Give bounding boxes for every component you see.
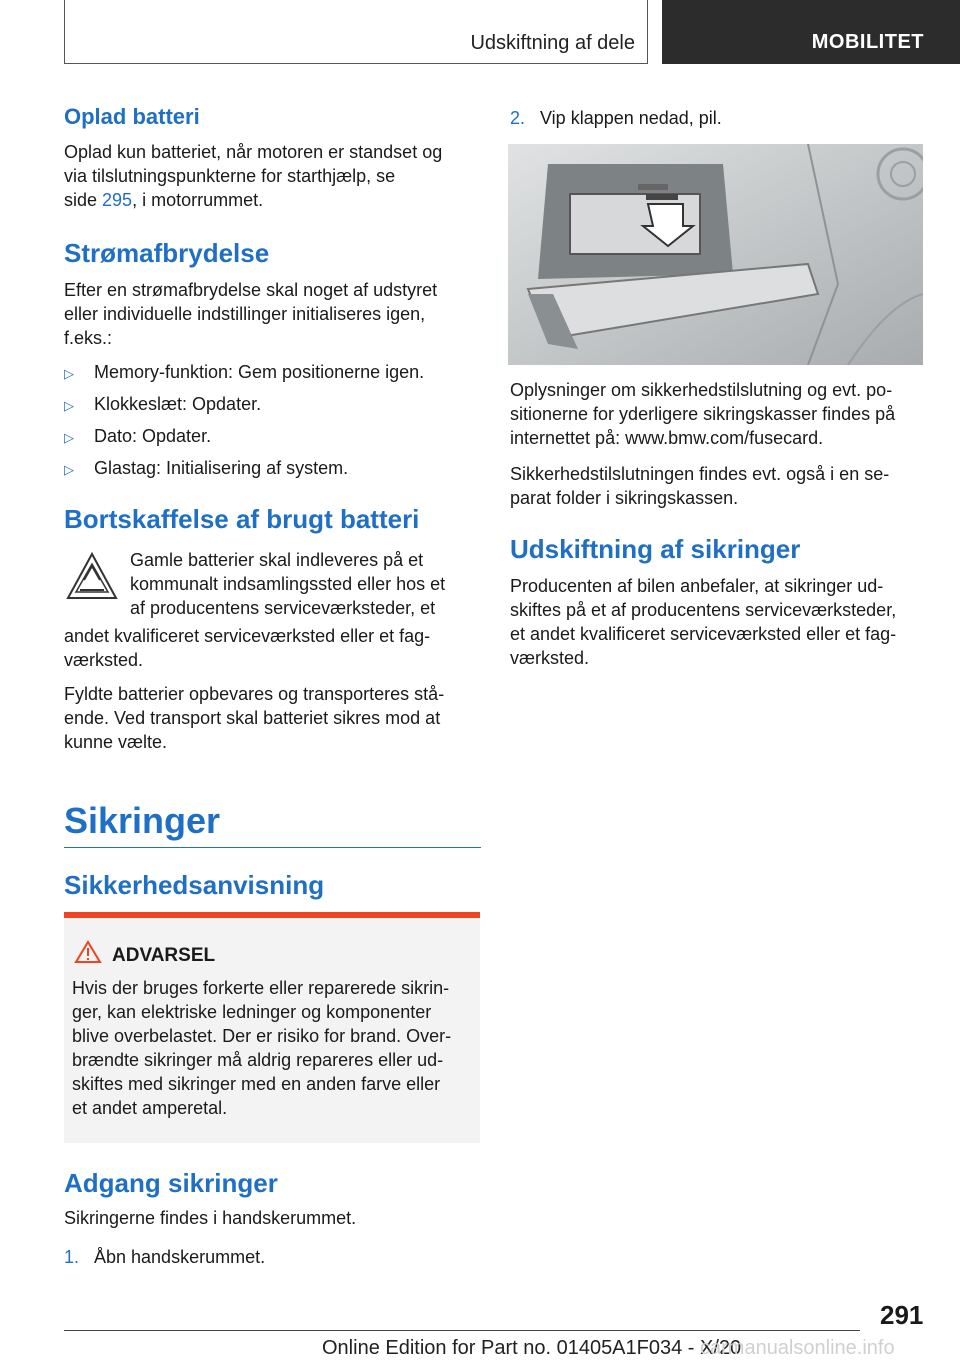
paragraph-oplad: Oplad kun batteriet, når motoren er standset og via tilslutningspunkterne for starthjælp, se side 295, i motorrummet.	[64, 142, 443, 210]
step-number: 1.	[64, 1247, 80, 1267]
paragraph-adgang: Sikringerne findes i handskerummet.	[64, 1208, 357, 1228]
heading-adgang-sikringer: Adgang sikringer	[64, 1168, 278, 1198]
warning-title: ADVARSEL	[112, 945, 216, 966]
step-1: 1. Åbn handskerummet.	[64, 1247, 266, 1267]
page-link-295[interactable]: 295	[102, 190, 133, 210]
bullet-item: ▷ Klokkeslæt: Opdater.	[64, 392, 482, 418]
step-number: 2.	[510, 108, 526, 128]
triangle-bullet-icon: ▷	[64, 462, 74, 477]
heading-udskiftning-sikringer: Udskiftning af sikringer	[510, 534, 801, 564]
footer-edition: Online Edition for Part no. 01405A1F034 - X/20	[322, 1337, 742, 1359]
recycling-icon	[64, 550, 120, 604]
step-2: 2. Vip klappen nedad, pil.	[510, 108, 722, 128]
paragraph-udskiftning: Producenten af bilen anbefaler, at sikringer ud- skiftes på et af producentens serviceværksteder, et andet kvalificeret serviceværksted eller et fag- værksted.	[510, 576, 897, 668]
paragraph-oplysninger: Oplysninger om sikkerhedstilslutning og evt. po- sitionerne for yderligere sikringskasser findes på internettet på: www.bmw.com/fusecard.	[510, 380, 896, 448]
footer-watermark: carmanualsonline.info	[700, 1337, 895, 1359]
heading-sikkerhedsanvisning: Sikkerhedsanvisning	[64, 870, 325, 900]
paragraph-bortskaffelse-cont: andet kvalificeret serviceværksted eller et fag- værksted.	[64, 626, 431, 670]
heading-stromafbrydelse: Strømafbrydelse	[64, 238, 270, 268]
glovebox-photo	[508, 144, 923, 365]
paragraph-sikkerhedstilslutning: Sikkerhedstilslutningen findes evt. også i en se- parat folder i sikringskassen.	[510, 464, 890, 508]
bullet-item: ▷ Glastag: Initialisering af system.	[64, 456, 482, 482]
page-number: 291	[880, 1300, 924, 1330]
heading-divider	[64, 847, 481, 848]
warning-triangle-icon	[74, 940, 102, 964]
triangle-bullet-icon: ▷	[64, 398, 74, 413]
header-section-box	[64, 0, 648, 64]
footer-divider	[64, 1330, 860, 1331]
chapter-title-sikringer: Sikringer	[64, 800, 221, 841]
paragraph-bortskaffelse-indent: Gamle batterier skal indleveres på et kommunalt indsamlingssted eller hos et af producentens serviceværksteder, et	[130, 550, 446, 618]
heading-bortskaffelse: Bortskaffelse af brugt batteri	[64, 504, 420, 534]
header-section-title: Udskiftning af dele	[470, 32, 635, 54]
paragraph-stromafbrydelse: Efter en strømafbrydelse skal noget af udstyret eller individuelle indstillinger initialiseres igen, f.eks.:	[64, 280, 438, 348]
bullet-item: ▷ Memory-funktion: Gem positionerne igen.	[64, 360, 482, 386]
warning-text: Hvis der bruges forkerte eller reparerede sikrin- ger, kan elektriske ledninger og komponenter blive overbelastet. Der er risiko for brand. Over- brændte sikringer må aldrig repareres eller ud- skiftes med sikringer med en anden farve eller et andet amperetal.	[72, 978, 452, 1118]
bullet-item: ▷ Dato: Opdater.	[64, 424, 482, 450]
triangle-bullet-icon: ▷	[64, 366, 74, 381]
heading-oplad-batteri: Oplad batteri	[64, 104, 200, 129]
header-chapter-tab: MOBILITET	[662, 0, 960, 64]
paragraph-fyldte-batterier: Fyldte batterier opbevares og transporteres stå- ende. Ved transport skal batteriet sikres mod at kunne vælte.	[64, 684, 445, 752]
warning-box	[64, 912, 480, 1143]
triangle-bullet-icon: ▷	[64, 430, 74, 445]
